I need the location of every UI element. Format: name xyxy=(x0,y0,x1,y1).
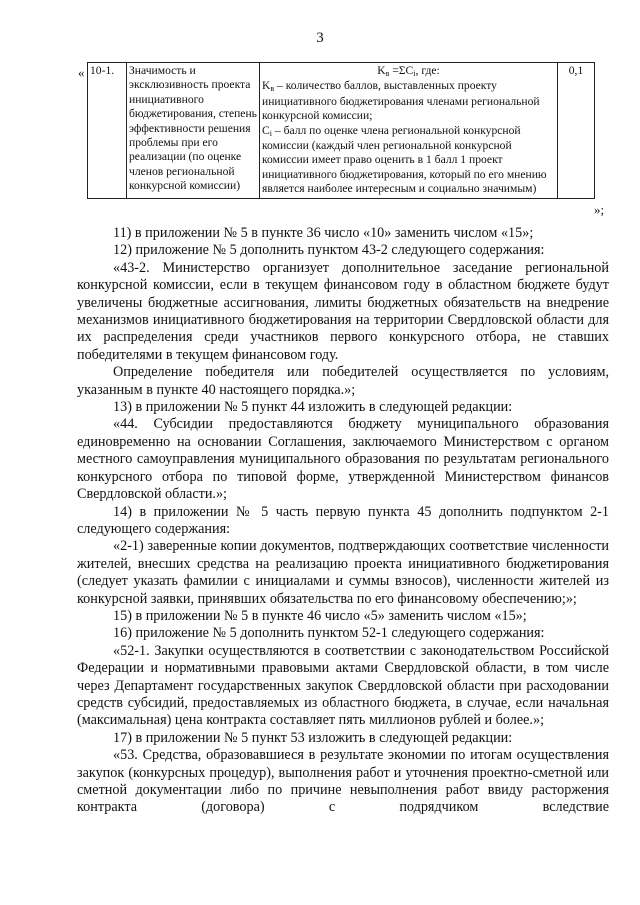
table-close-quote: »; xyxy=(594,202,605,217)
paragraph: 15) в приложении № 5 в пункте 46 число «5» заменить числом «15»; xyxy=(113,607,527,624)
criterion-def-c: $C_i$ – балл по оценке члена региональной конкурсной комиссии (каждый член региональной конкурсной комиссии имеет право оценить в 1 балл 1 проект инициативного бюджетирования, который по его мнению является наиболее интересным и социально значимым) xyxy=(262,123,547,196)
paragraph: 11) в приложении № 5 в пункте 36 число «10» заменить числом «15»; xyxy=(113,225,534,241)
criterion-formula: $K_в =\Sigma C_i$, где: xyxy=(377,64,440,78)
paragraph: «44. Субсидии предоставляются бюджету муниципального образования единовременно на основании Соглашения, заключаемого Министерством с органом местного самоуправления муниципального образования по результатам регионального конкурсного отбора по типовой форме, утвержденной Министерством финансов Свердловской области.»; xyxy=(77,416,609,503)
paragraph: Определение победителя или победителей осуществляется по условиям, указанным в пункте 40 настоящего порядка.»; xyxy=(77,364,609,398)
criterion-number: 10-1. xyxy=(88,63,127,199)
criterion-name: Значимость и эксклюзивность проекта инициативного бюджетирования, степень эффективности решения проблемы при его реализации (по оценке членов региональной конкурсной комиссии) xyxy=(127,63,260,199)
criteria-table-block xyxy=(70,62,610,217)
criterion-def-k: $K_в$ – количество баллов, выставленных проекту инициативного бюджетирования членами региональной конкурсной комиссии; xyxy=(262,79,540,123)
paragraph: 12) приложение № 5 дополнить пунктом 43-2 следующего содержания: xyxy=(113,242,545,259)
table-row xyxy=(88,63,595,199)
paragraph: «2-1) заверенные копии документов, подтверждающих соответствие численности жителей, внесших средства на реализацию проекта инициативного бюджетирования (следует указать фамилии с инициалами и суммы взносов), численности жителей из конкурсной заявки, принявших обязательства по его финансовому обеспечению;»; xyxy=(77,538,609,607)
paragraph: 17) в приложении № 5 пункт 53 изложить в следующей редакции: xyxy=(113,729,513,746)
criterion-formula-cell xyxy=(260,63,558,199)
page-number: 3 xyxy=(316,30,324,46)
paragraph: 13) в приложении № 5 пункт 44 изложить в следующей редакции: xyxy=(113,399,513,416)
paragraph: 14) в приложении № 5 часть первую пункта 45 дополнить подпунктом 2-1 следующего содержания: xyxy=(77,503,609,537)
document-body xyxy=(77,225,609,817)
paragraph: «53. Средства, образовавшиеся в результате экономии по итогам осуществления закупок (конкурсных процедур), выполнения работ и уточнения проектно-сметной или сметной документации либо по причине невыполнения работ ввиду расторжения контракта (договора) с подрядчиком вследствие xyxy=(77,747,609,816)
criteria-table xyxy=(87,62,595,199)
paragraph: «52-1. Закупки осуществляются в соответствии с законодательством Российской Федерации и нормативными правовыми актами Свердловской области, в том числе через Департамент государственных закупок Свердловской области при расходовании средств субсидий, предоставляемых из областного бюджета, в случае, если начальная (максимальная) цена контракта составляет пять миллионов рублей и более.»; xyxy=(77,642,609,729)
criterion-weight: 0,1 xyxy=(558,63,595,199)
paragraph: 16) приложение № 5 дополнить пунктом 52-1 следующего содержания: xyxy=(113,625,545,642)
table-open-quote: « xyxy=(78,65,85,80)
paragraph: «43-2. Министерство организует дополнительное заседание региональной конкурсной комиссии, если в текущем финансовом году в областном бюджете будут увеличены бюджетные ассигнования, лимиты бюджетных обязательств на внедрение механизмов инициативного бюджетирования на территории Свердловской области для их распределения среди участников первого конкурсного отбора, не ставших победителями в текущем финансовом году. xyxy=(77,259,609,363)
